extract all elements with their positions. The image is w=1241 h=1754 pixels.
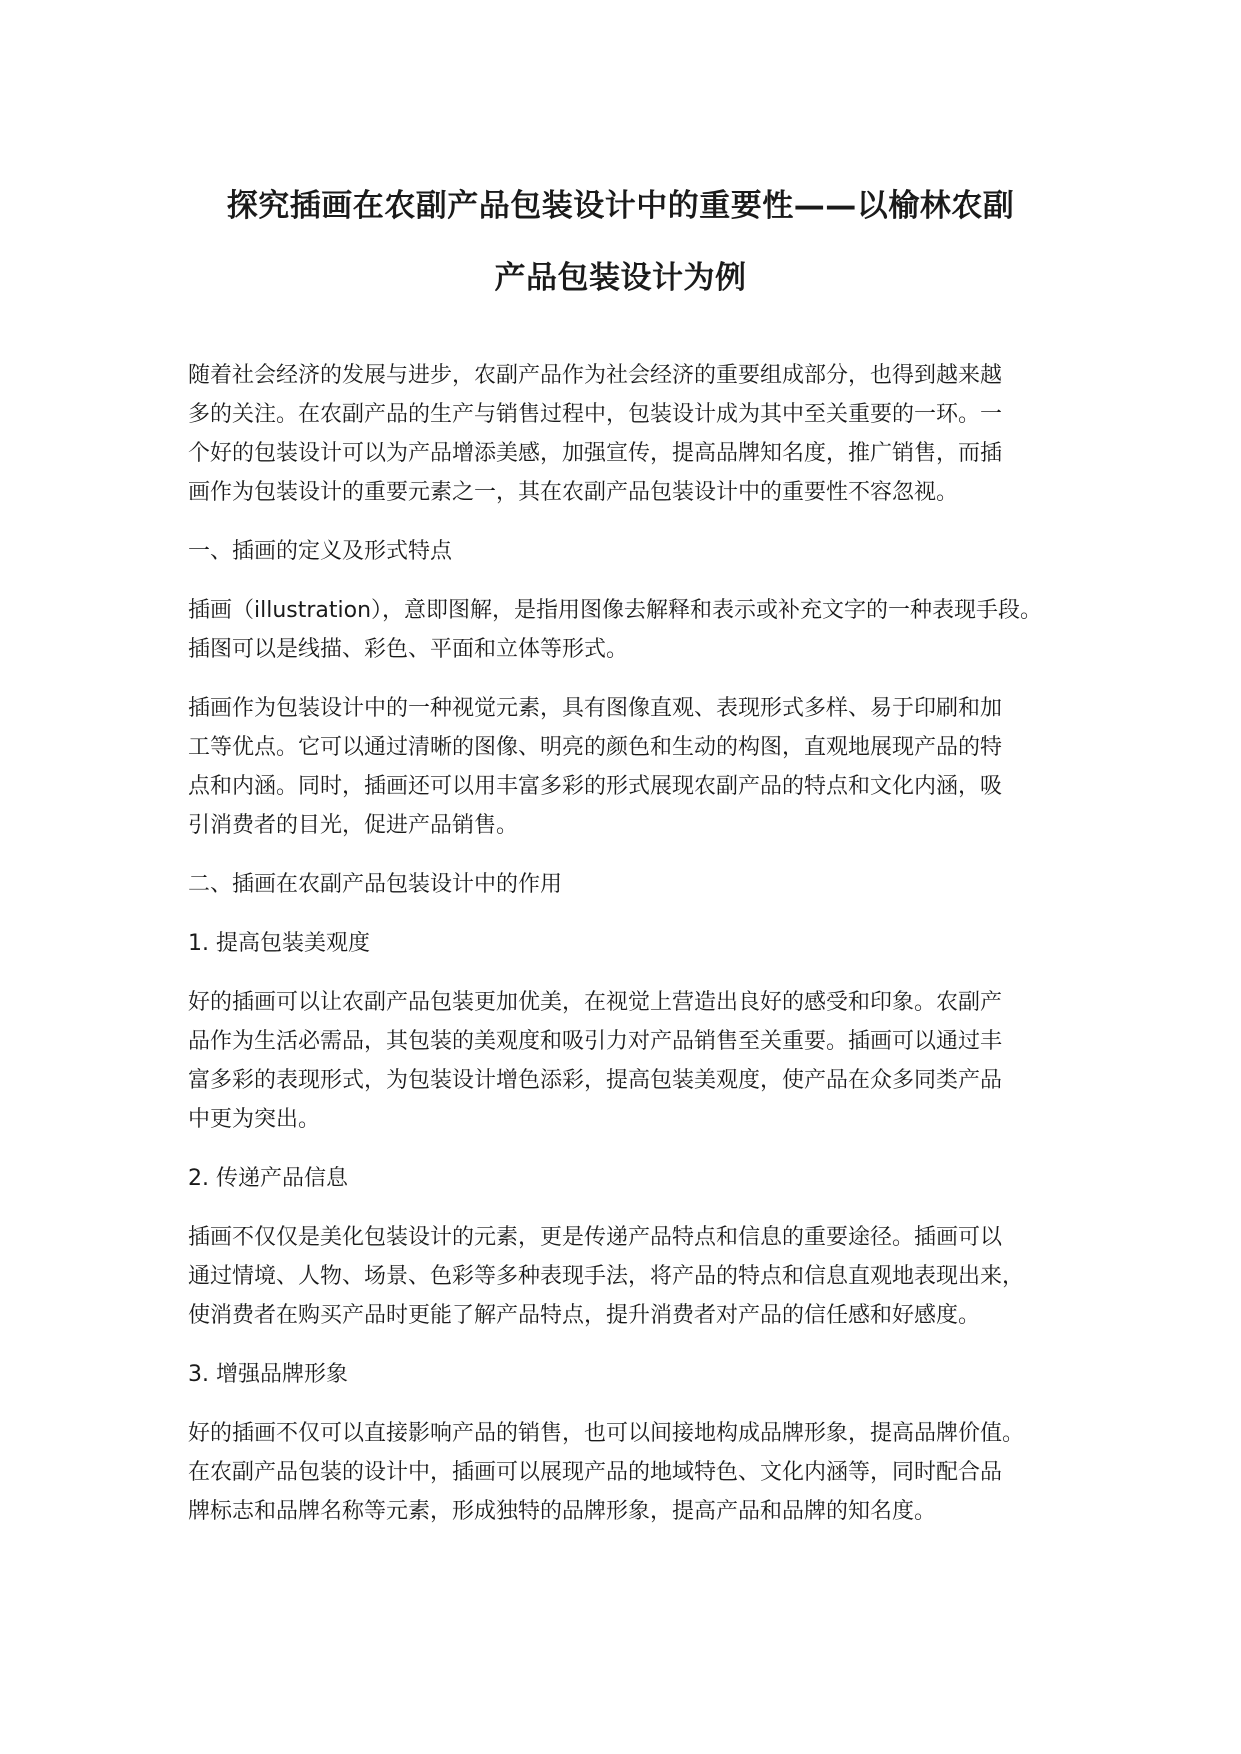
document-title-line-2: 产品包装设计为例 [494, 260, 747, 296]
text-line: 好的插画可以让农副产品包装更加优美，在视觉上营造出良好的感受和印象。农副产 [188, 990, 1003, 1015]
text-line: 品作为生活必需品，其包装的美观度和吸引力对产品销售至关重要。插画可以通过丰 [188, 1029, 1003, 1054]
text-line: 引消费者的目光，促进产品销售。 [188, 813, 519, 838]
section-heading [188, 1355, 1068, 1394]
paragraph [188, 689, 1068, 845]
document-title-line-1: 探究插画在农副产品包装设计中的重要性——以榆林农副 [226, 188, 1015, 224]
text-line: 好的插画不仅可以直接影响产品的销售，也可以间接地构成品牌形象，提高品牌价值。 [188, 1421, 1025, 1446]
text-line: 牌标志和品牌名称等元素，形成独特的品牌形象，提高产品和品牌的知名度。 [188, 1499, 937, 1524]
document-body [188, 356, 1068, 1551]
text-line: 随着社会经济的发展与进步，农副产品作为社会经济的重要组成部分，也得到越来越 [188, 363, 1003, 388]
text-line: 多的关注。在农副产品的生产与销售过程中，包装设计成为其中至关重要的一环。一 [188, 402, 1003, 427]
text-line: 在农副产品包装的设计中，插画可以展现产品的地域特色、文化内涵等，同时配合品 [188, 1460, 1003, 1485]
text-line: 3. 增强品牌形象 [188, 1362, 348, 1387]
paragraph [188, 1218, 1068, 1335]
text-line: 一、插画的定义及形式特点 [188, 539, 453, 564]
paragraph [188, 356, 1068, 512]
text-line: 插画不仅仅是美化包装设计的元素，更是传递产品特点和信息的重要途径。插画可以 [188, 1225, 1003, 1250]
text-line: 插图可以是线描、彩色、平面和立体等形式。 [188, 637, 629, 662]
section-heading [188, 865, 1068, 904]
text-line: 2. 传递产品信息 [188, 1166, 348, 1191]
text-line: 1. 提高包装美观度 [188, 931, 370, 956]
text-line: 个好的包装设计可以为产品增添美感，加强宣传，提高品牌知名度，推广销售，而插 [188, 441, 1003, 466]
section-heading [188, 924, 1068, 963]
paragraph [188, 591, 1068, 669]
section-heading [188, 1159, 1068, 1198]
paragraph [188, 1414, 1068, 1531]
text-line: 工等优点。它可以通过清晰的图像、明亮的颜色和生动的构图，直观地展现产品的特 [188, 735, 1003, 760]
section-heading [188, 532, 1068, 571]
text-line: 点和内涵。同时，插画还可以用丰富多彩的形式展现农副产品的特点和文化内涵，吸 [188, 774, 1003, 799]
text-line: 二、插画在农副产品包装设计中的作用 [188, 872, 563, 897]
text-line: 富多彩的表现形式，为包装设计增色添彩，提高包装美观度，使产品在众多同类产品 [188, 1068, 1003, 1093]
text-line: 插画（illustration），意即图解，是指用图像去解释和表示或补充文字的一种表现手段。 [188, 598, 1043, 623]
text-line: 画作为包装设计的重要元素之一，其在农副产品包装设计中的重要性不容忽视。 [188, 480, 959, 505]
text-line: 通过情境、人物、场景、色彩等多种表现手法，将产品的特点和信息直观地表现出来， [188, 1264, 1025, 1289]
text-line: 中更为突出。 [188, 1107, 321, 1132]
paragraph [188, 983, 1068, 1139]
text-line: 使消费者在购买产品时更能了解产品特点，提升消费者对产品的信任感和好感度。 [188, 1303, 981, 1328]
text-line: 插画作为包装设计中的一种视觉元素，具有图像直观、表现形式多样、易于印刷和加 [188, 696, 1003, 721]
